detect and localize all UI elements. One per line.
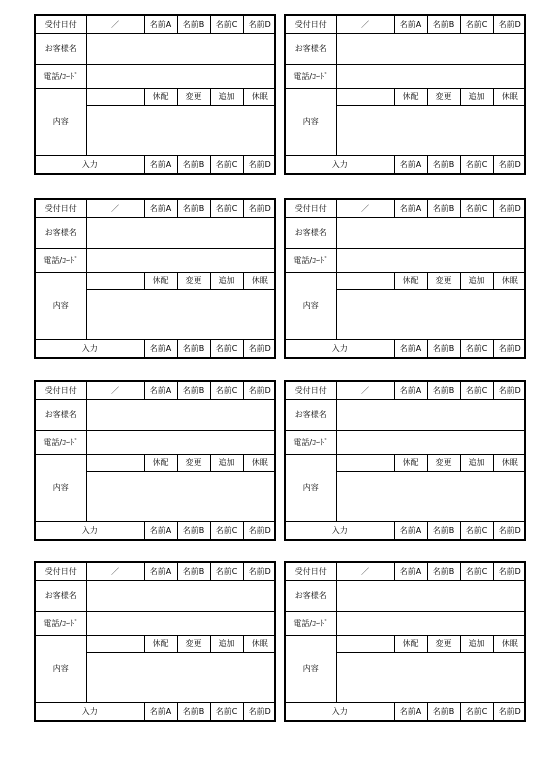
content-field[interactable] [336, 290, 526, 340]
phone-code-field[interactable] [336, 65, 526, 89]
delivery-slip [284, 561, 526, 722]
name-d-input[interactable]: 名前D [493, 703, 526, 721]
name-a-input[interactable]: 名前A [394, 340, 427, 358]
change-checkbox[interactable]: 変更 [427, 636, 460, 653]
add-checkbox[interactable]: 追加 [210, 455, 243, 472]
name-c-header: 名前C [460, 563, 493, 581]
name-a-header: 名前A [144, 382, 177, 400]
name-b-input[interactable]: 名前B [427, 156, 460, 174]
content-field[interactable] [86, 290, 276, 340]
customer-name-field[interactable] [86, 34, 276, 65]
input-label: 入力 [36, 522, 144, 540]
name-d-header: 名前D [493, 16, 526, 34]
phone-code-field[interactable] [86, 431, 276, 455]
name-b-header: 名前B [177, 382, 210, 400]
pause-delivery-checkbox[interactable]: 休配 [144, 89, 177, 106]
name-a-input[interactable]: 名前A [394, 703, 427, 721]
change-checkbox[interactable]: 変更 [177, 455, 210, 472]
change-checkbox[interactable]: 変更 [427, 89, 460, 106]
name-c-input[interactable]: 名前C [210, 522, 243, 540]
dormant-checkbox[interactable]: 休眠 [243, 89, 276, 106]
content-field[interactable] [336, 653, 526, 703]
name-d-header: 名前D [243, 382, 276, 400]
content-label: 内容 [286, 273, 336, 340]
name-b-header: 名前B [177, 200, 210, 218]
received-date-label: 受付日付 [36, 382, 86, 400]
name-c-header: 名前C [460, 382, 493, 400]
name-d-header: 名前D [243, 16, 276, 34]
name-d-input[interactable]: 名前D [493, 156, 526, 174]
pause-delivery-checkbox[interactable]: 休配 [394, 455, 427, 472]
delivery-slip [284, 14, 526, 175]
delivery-slip [34, 14, 276, 175]
name-d-header: 名前D [493, 563, 526, 581]
date-field[interactable]: ／ [86, 563, 144, 581]
pause-delivery-checkbox[interactable]: 休配 [394, 89, 427, 106]
customer-name-label: お客様名 [286, 400, 336, 431]
input-label: 入力 [286, 522, 394, 540]
customer-name-field[interactable] [336, 34, 526, 65]
name-b-input[interactable]: 名前B [427, 522, 460, 540]
name-b-input[interactable]: 名前B [427, 340, 460, 358]
phone-code-label: 電話/ｺｰﾄﾞ [36, 612, 86, 636]
add-checkbox[interactable]: 追加 [460, 273, 493, 290]
name-a-header: 名前A [144, 200, 177, 218]
customer-name-field[interactable] [336, 218, 526, 249]
name-c-header: 名前C [210, 200, 243, 218]
name-a-header: 名前A [394, 200, 427, 218]
date-field[interactable]: ／ [86, 16, 144, 34]
name-d-input[interactable]: 名前D [493, 340, 526, 358]
phone-code-field[interactable] [336, 431, 526, 455]
phone-code-label: 電話/ｺｰﾄﾞ [286, 249, 336, 273]
name-c-input[interactable]: 名前C [210, 156, 243, 174]
name-a-input[interactable]: 名前A [144, 703, 177, 721]
phone-code-label: 電話/ｺｰﾄﾞ [286, 65, 336, 89]
input-label: 入力 [36, 156, 144, 174]
phone-code-label: 電話/ｺｰﾄﾞ [36, 65, 86, 89]
name-b-input[interactable]: 名前B [177, 156, 210, 174]
name-c-input[interactable]: 名前C [460, 703, 493, 721]
phone-code-field[interactable] [86, 65, 276, 89]
name-a-header: 名前A [394, 382, 427, 400]
content-label: 内容 [36, 273, 86, 340]
add-checkbox[interactable]: 追加 [210, 273, 243, 290]
input-label: 入力 [36, 340, 144, 358]
received-date-label: 受付日付 [286, 200, 336, 218]
name-c-header: 名前C [210, 563, 243, 581]
name-a-header: 名前A [144, 16, 177, 34]
dormant-checkbox[interactable]: 休眠 [243, 455, 276, 472]
received-date-label: 受付日付 [36, 563, 86, 581]
delivery-slip [34, 198, 276, 359]
name-c-input[interactable]: 名前C [460, 340, 493, 358]
dormant-checkbox[interactable]: 休眠 [243, 273, 276, 290]
content-field[interactable] [336, 106, 526, 156]
customer-name-label: お客様名 [36, 218, 86, 249]
name-d-input[interactable]: 名前D [243, 522, 276, 540]
name-d-header: 名前D [243, 563, 276, 581]
phone-code-field[interactable] [86, 249, 276, 273]
name-d-header: 名前D [493, 382, 526, 400]
customer-name-label: お客様名 [36, 34, 86, 65]
dormant-checkbox[interactable]: 休眠 [493, 636, 526, 653]
content-field[interactable] [86, 106, 276, 156]
customer-name-label: お客様名 [36, 581, 86, 612]
date-field[interactable]: ／ [336, 382, 394, 400]
received-date-label: 受付日付 [286, 16, 336, 34]
date-field[interactable]: ／ [86, 382, 144, 400]
content-field[interactable] [86, 472, 276, 522]
name-b-header: 名前B [427, 200, 460, 218]
name-d-header: 名前D [493, 200, 526, 218]
content-header-blank [336, 636, 394, 653]
name-b-header: 名前B [177, 563, 210, 581]
name-d-input[interactable]: 名前D [243, 156, 276, 174]
change-checkbox[interactable]: 変更 [427, 273, 460, 290]
phone-code-field[interactable] [336, 612, 526, 636]
name-b-input[interactable]: 名前B [177, 340, 210, 358]
name-b-header: 名前B [427, 382, 460, 400]
name-c-header: 名前C [210, 16, 243, 34]
dormant-checkbox[interactable]: 休眠 [493, 273, 526, 290]
date-field[interactable]: ／ [336, 563, 394, 581]
name-a-header: 名前A [394, 16, 427, 34]
content-label: 内容 [36, 455, 86, 522]
change-checkbox[interactable]: 変更 [177, 89, 210, 106]
customer-name-field[interactable] [86, 218, 276, 249]
name-a-input[interactable]: 名前A [394, 522, 427, 540]
content-label: 内容 [286, 455, 336, 522]
pause-delivery-checkbox[interactable]: 休配 [144, 636, 177, 653]
customer-name-label: お客様名 [286, 34, 336, 65]
delivery-slip [34, 561, 276, 722]
phone-code-label: 電話/ｺｰﾄﾞ [36, 249, 86, 273]
dormant-checkbox[interactable]: 休眠 [243, 636, 276, 653]
name-b-header: 名前B [177, 16, 210, 34]
name-d-header: 名前D [243, 200, 276, 218]
name-d-input[interactable]: 名前D [493, 522, 526, 540]
change-checkbox[interactable]: 変更 [177, 273, 210, 290]
customer-name-field[interactable] [336, 581, 526, 612]
content-header-blank [86, 273, 144, 290]
content-label: 内容 [286, 636, 336, 703]
name-b-header: 名前B [427, 563, 460, 581]
name-b-header: 名前B [427, 16, 460, 34]
delivery-slip [34, 380, 276, 541]
name-d-input[interactable]: 名前D [243, 703, 276, 721]
input-label: 入力 [286, 703, 394, 721]
content-header-blank [86, 89, 144, 106]
content-label: 内容 [36, 89, 86, 156]
name-c-input[interactable]: 名前C [210, 703, 243, 721]
input-label: 入力 [36, 703, 144, 721]
pause-delivery-checkbox[interactable]: 休配 [394, 636, 427, 653]
name-a-header: 名前A [394, 563, 427, 581]
add-checkbox[interactable]: 追加 [460, 455, 493, 472]
name-c-header: 名前C [210, 382, 243, 400]
received-date-label: 受付日付 [286, 382, 336, 400]
customer-name-label: お客様名 [36, 400, 86, 431]
add-checkbox[interactable]: 追加 [210, 636, 243, 653]
received-date-label: 受付日付 [36, 200, 86, 218]
received-date-label: 受付日付 [36, 16, 86, 34]
delivery-slip [284, 380, 526, 541]
content-header-blank [336, 273, 394, 290]
name-a-header: 名前A [144, 563, 177, 581]
date-field[interactable]: ／ [336, 200, 394, 218]
phone-code-label: 電話/ｺｰﾄﾞ [286, 431, 336, 455]
dormant-checkbox[interactable]: 休眠 [493, 89, 526, 106]
name-b-input[interactable]: 名前B [177, 703, 210, 721]
pause-delivery-checkbox[interactable]: 休配 [144, 273, 177, 290]
name-c-input[interactable]: 名前C [210, 340, 243, 358]
content-header-blank [86, 636, 144, 653]
date-field[interactable]: ／ [336, 16, 394, 34]
change-checkbox[interactable]: 変更 [427, 455, 460, 472]
add-checkbox[interactable]: 追加 [460, 636, 493, 653]
content-header-blank [336, 455, 394, 472]
customer-name-label: お客様名 [286, 581, 336, 612]
customer-name-field[interactable] [86, 581, 276, 612]
content-label: 内容 [36, 636, 86, 703]
name-a-input[interactable]: 名前A [394, 156, 427, 174]
name-b-input[interactable]: 名前B [427, 703, 460, 721]
name-b-input[interactable]: 名前B [177, 522, 210, 540]
name-a-input[interactable]: 名前A [144, 156, 177, 174]
input-label: 入力 [286, 340, 394, 358]
input-label: 入力 [286, 156, 394, 174]
content-field[interactable] [86, 653, 276, 703]
phone-code-label: 電話/ｺｰﾄﾞ [36, 431, 86, 455]
pause-delivery-checkbox[interactable]: 休配 [394, 273, 427, 290]
phone-code-field[interactable] [336, 249, 526, 273]
customer-name-label: お客様名 [286, 218, 336, 249]
add-checkbox[interactable]: 追加 [210, 89, 243, 106]
name-d-input[interactable]: 名前D [243, 340, 276, 358]
name-c-header: 名前C [460, 16, 493, 34]
phone-code-label: 電話/ｺｰﾄﾞ [286, 612, 336, 636]
phone-code-field[interactable] [86, 612, 276, 636]
name-c-input[interactable]: 名前C [460, 156, 493, 174]
customer-name-field[interactable] [86, 400, 276, 431]
pause-delivery-checkbox[interactable]: 休配 [144, 455, 177, 472]
content-field[interactable] [336, 472, 526, 522]
content-header-blank [336, 89, 394, 106]
name-c-input[interactable]: 名前C [460, 522, 493, 540]
content-label: 内容 [286, 89, 336, 156]
date-field[interactable]: ／ [86, 200, 144, 218]
add-checkbox[interactable]: 追加 [460, 89, 493, 106]
name-a-input[interactable]: 名前A [144, 340, 177, 358]
dormant-checkbox[interactable]: 休眠 [493, 455, 526, 472]
customer-name-field[interactable] [336, 400, 526, 431]
name-a-input[interactable]: 名前A [144, 522, 177, 540]
delivery-slip [284, 198, 526, 359]
received-date-label: 受付日付 [286, 563, 336, 581]
name-c-header: 名前C [460, 200, 493, 218]
change-checkbox[interactable]: 変更 [177, 636, 210, 653]
content-header-blank [86, 455, 144, 472]
